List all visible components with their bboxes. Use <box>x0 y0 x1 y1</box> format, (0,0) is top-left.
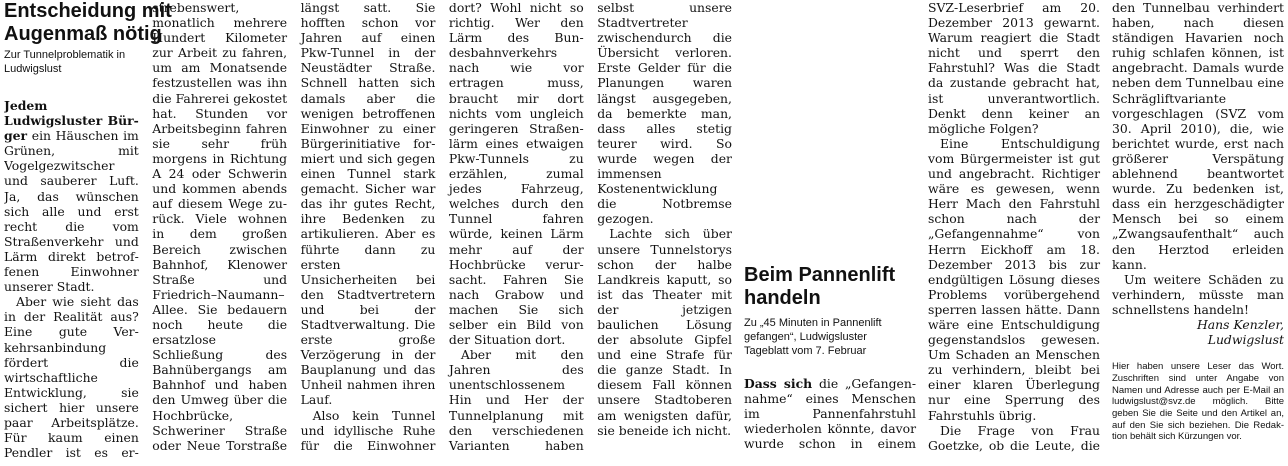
lead-in: Dass sich <box>744 376 813 391</box>
paragraph <box>928 136 1100 423</box>
paragraph-text: Also kein Tunnel und idyllische Ruhe für die Einwohner dort? Wohl nicht so richtig. Wer den Lärm des Bundesbahnverkehrs nach wie vor ertragen muss, braucht mir dort nichts vom ungleich geringeren Straßenlärm eines etwaigen Pkw-Tunnels zu erzählen, zumal jedes Fahrzeug, welches durch den Tunnel fahren würde, keinen Lärm mehr auf der Hochbrücke verursacht. Fahren Sie nach Grabow und machen Sie sich selber ein Bild von der Situation dort. <box>300 0 584 453</box>
letter2-headline-line: Beim Pannenlift <box>744 264 896 286</box>
paragraph <box>597 226 732 437</box>
letter2-spacer <box>744 0 916 376</box>
paragraph-text: Um weitere Schäden zu verhindern, müsste man schnellstens handeln! <box>1112 271 1284 317</box>
letter1-columns <box>4 0 732 466</box>
letter2-subhead-line: gefangen“, Ludwigsluster <box>744 331 867 343</box>
paragraph-text: Eine Entschuldigung vom Bürgermeister ist gut und angebracht. Richtiger wäre es gewesen, wenn Herr Mach den Fahrstuhl schon nach der „Gefangennahme“ von Herrn Eickhoff am 18. Dezember 2013 bis zur endgültigen Lösung dieses Problems vorübergehend sperren lassen hätte. Dann wäre eine Entschuldigung gegenstandslos gewesen. Um Schaden an Menschen zu verhindern, bleibt bei einer klaren Überlegung nur eine Sperrung des Fahrstuhls übrig. <box>928 135 1100 423</box>
paragraph-text: Aber mit den Jahren des unentschlossenem Hin und Her der Tunnelplanung mit den verschiedenen Varianten haben selbst unsere Stadtvertreter zwischendurch die Übersicht verloren. Erste Gelder für die Planungen waren längst ausgegeben, da bemerkte man, dass alles stetig teurer wird. So wurde wegen der immensen Kostenentwicklung die Notbremse gezogen. <box>448 0 732 453</box>
letter2-headline-line: handeln <box>744 287 821 309</box>
letter2-subhead-line: Tageblatt vom 7. Februar <box>744 345 867 357</box>
letter1-subhead-line: Zur Tunnelproblematik in <box>4 49 126 61</box>
paragraph-text: Aber wie sieht das in der Realität aus? Eine gute Verkehrsanbindung fördert die wirtschaftliche Entwicklung, sie sichert hier unsere paar Arbeitsplätze. Für kaum einen Pendler ist es erstrebenswert, monatlich mehrere Hundert Kilometer zur Arbeit zu fahren, um am Monatsende festzustellen was ihn die Fahrerei gekostet hat. Stunden vor Arbeitsbeginn fahren sie sehr früh morgens in Richtung A 24 oder Schwerin und kommen abends auf diesem Wege zurück. Viele wohnen in dem großen Bereich zwischen Bahnhof, Klenower Straße und Friedrich–Naumann–Allee. Sie bedauern noch heute die ersatzlose Schließung des Bahnübergangs am Bahnhof und haben den Umweg über die Hochbrücke, Schweriner Straße oder Neue Torstraße längst satt. Sie hofften schon vor Jahren auf einen Pkw-Tunnel in der Neustädter Straße. Schnell hatten sich damals aber die wenigen betroffenen Einwohner zu einer Bürgerinitiative formiert und sich gegen einen Tunnel stark gemacht. Sicher war das ihr gutes Recht, ihre Bedenken zu artikulieren. Aber es führte dann zu ersten Unsicherheiten bei den Stadtvertretern und bei der Stadtverwaltung. Die erste große Verzögerung in der Bauplanung und das Unheil nahmen ihren Lauf. <box>4 0 436 461</box>
paragraph-text: die „Gefangennahme“ eines Menschen im Pannenfahrstuhl wiederholen könnte, davor wurde schon in einem SVZ-Leserbrief am 20. Dezember 2013 gewarnt. Warum reagiert die Stadt nicht und sperrt den Fahrstuhl? Was die Stadt da zustande gebracht hat, ist unverantwortlich. Denkt denn keiner an mögliche Folgen? <box>744 0 1100 452</box>
letter1-subhead-line: Ludwigslust <box>4 63 62 75</box>
paragraph-text: Die Frage von Frau Goetzke, ob die Leute, die den Tunnelbau verhindert haben, nach diesen ständigen Havarien noch ruhig schlafen können, ist angebracht. Damals wurde neben dem Tunnelbau eine Schrägliftvariante vorgeschlagen (SVZ vom 30. April 2010), die, wie berichtet wurde, erst nach größerer Verspätung ablehnend beantwortet wurde. Zu bedenken ist, dass ein herzgeschädigter Mensch bei so einem „Zwangsaufenthalt“ auch den Herztod erleiden kann. <box>928 0 1284 453</box>
letter2-author <box>1112 317 1284 347</box>
lead-in: Jedem Ludwigsluster Bürger <box>4 98 139 144</box>
notice-spacer <box>1112 347 1284 361</box>
paragraph-text: ein Häuschen im Grünen, mit Vogelgezwitscher und sauberer Luft. Ja, das wünschen sich alle und erst recht die vom Straßenverkehr und Lärm direkt betroffenen Einwohner unserer Stadt. <box>4 128 139 295</box>
author-place: Ludwigslust <box>1207 332 1284 348</box>
letter2-subhead-line: Zu „45 Minuten in Pannenlift <box>744 317 882 329</box>
reader-notice: Hier haben unsere Leser das Wort. Zuschriften sind unter Angabe von Namen und Adresse auch per E-Mail an ludwigslust@svz.de möglich. Bitte geben Sie die Seite und den Artikel an, auf den Sie sich beziehen. Die Redaktion behält sich Kürzungen vor. <box>1112 361 1284 443</box>
paragraph <box>1112 272 1284 317</box>
header-spacer <box>4 0 139 98</box>
paragraph <box>4 98 139 294</box>
author-name: Hans Kenzler, <box>1196 316 1284 332</box>
letter1-headline-line: Augenmaß nötig <box>4 23 162 45</box>
letter2-columns <box>744 0 1284 466</box>
letter1-headline-line: Entscheidung mit <box>4 0 172 22</box>
paragraph-text: Lachte sich über unsere Tunnelstorys schon der halbe Landkreis kaputt, so ist das Theater mit der jetzigen baulichen Lösung der absolute Gipfel und eine Strafe für die ganze Stadt. In diesem Fall können unsere Stadtoberen am wenigsten dafür, sie beneide ich nicht. <box>597 226 732 438</box>
